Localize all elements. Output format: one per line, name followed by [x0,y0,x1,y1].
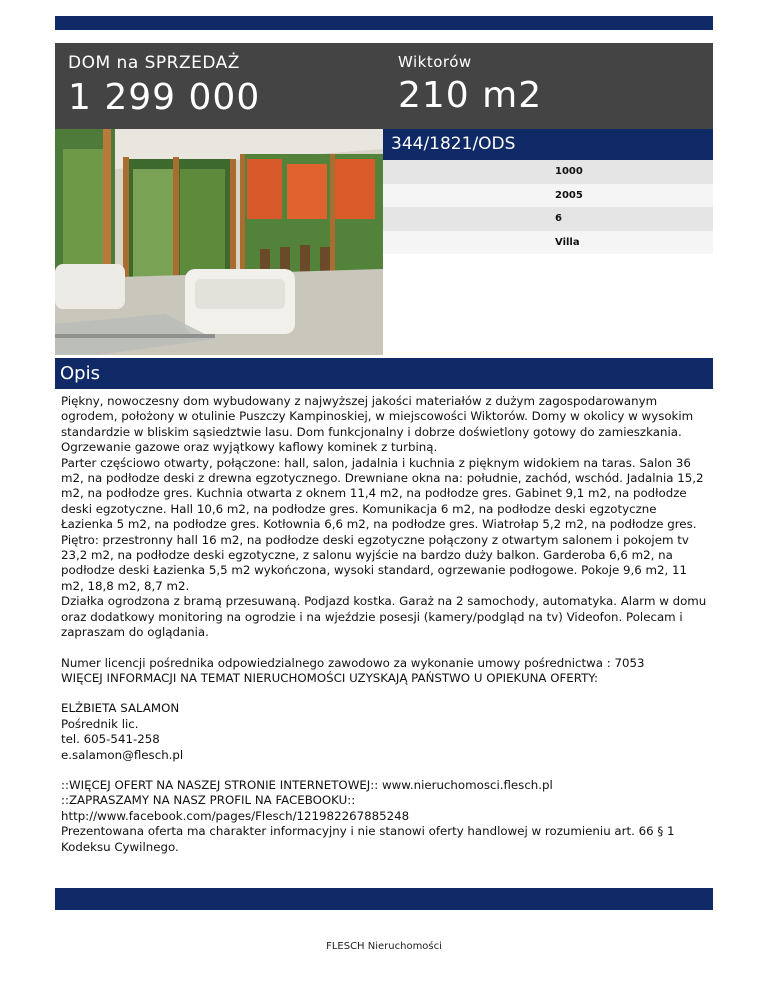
param-row: 2005 [383,184,713,208]
param-row: 1000 [383,160,713,184]
facebook-url: http://www.facebook.com/pages/Flesch/121982267885248 [61,808,410,823]
param-row: Villa [383,231,713,255]
params-table [383,160,713,254]
description-header [55,358,713,389]
price: 1 299 000 [68,77,261,118]
license-line: Numer licencji pośrednika odpowiedzialnego zawodowo za wykonanie umowy pośrednictwa : 7053 [61,655,645,670]
footer-brand: FLESCH Nieruchomości [326,941,442,952]
description-paragraph: Piętro: przestronny hall 16 m2, na podłodze deski egzotyczne połączony z otwartym salonem i pokojem tv 23,2 m2, na podłodze deski egzotyczne, z salonu wyjście na bardzo duży balkon. Garderoba 6,6 m2, na podłodze deski Łazienka 5,5 m2 wykończona, wysoki standard, ogrzewanie podłogowe. Pokoje 9,6 m2, 11 m2, 18,8 m2, 8,7 m2. [61,532,689,593]
description-paragraph: Piękny, nowoczesny dom wybudowany z najwyższej jakości materiałów z dużym zagospodarowanym ogrodem, położony w otulinie Puszczy Kampinoskiej, w miejscowości Wiktorów. Domy w okolicy w wysokim standardzie w bliskim sąsiedztwie lasu. Dom funkcjonalny i dobrze doświetlony gotowy do zamieszkania. Ogrzewanie gazowe oraz wyjątkowy kaflowy kominek z turbiną. [61,394,694,455]
offer-type: DOM na SPRZEDAŻ [68,53,240,73]
agent-name: ELŻBIETA SALAMON [61,701,180,716]
property-photo [55,129,383,355]
header-right [398,53,542,116]
section-title: Opis [60,363,100,384]
offer-reference [383,129,713,160]
website-line: ::WIĘCEJ OFERT NA NASZEJ STRONIE INTERNETOWEJ:: www.nieruchomosci.flesch.pl [61,777,553,792]
bottom-decor-bar [55,888,713,910]
reference-number: 344/1821/ODS [391,134,516,154]
description-paragraph: Parter częściowo otwarty, połączone: hall, salon, jadalnia i kuchnia z pięknym widokiem na taras. Salon 36 m2, na podłodze deski z drewna egzotycznego. Drewniane okna na: południe, zachód, wschód. Jadalnia 15,2 m2, na podłodze gres. Kuchnia otwarta z oknem 11,4 m2, na podłodze gres. Gabinet 9,1 m2, na podłodze deski egzotyczne. Hall 10,6 m2, na podłodze gres. Komunikacja 6 m2, na podłodze deski egzotyczne Łazienka 5 m2, na podłodze gres. Kotłownia 6,6 m2, na podłodze gres. Wiatrołap 5,2 m2, na podłodze gres. [61,455,704,532]
agent-phone: tel. 605-541-258 [61,732,160,747]
param-row: 6 [383,207,713,231]
facebook-line: ::ZAPRASZAMY NA NASZ PROFIL NA FACEBOOKU:: [61,793,356,808]
header-left [68,53,260,118]
offer-header [55,43,713,129]
top-decor-bar [55,16,713,30]
area: 210 m2 [398,75,543,116]
disclaimer: Prezentowana oferta ma charakter informacyjny i nie stanowi oferty handlowej w rozumieniu art. 66 § 1 Kodeksu Cywilnego. [61,824,675,854]
location: Wiktorów [398,53,472,71]
contact-info-line: WIĘCEJ INFORMACJI NA TEMAT NIERUCHOMOŚCI UZYSKAJĄ PAŃSTWO U OPIEKUNA OFERTY: [61,670,598,685]
agent-role: Pośrednik lic. [61,716,139,731]
description-paragraph: Działka ogrodzona z bramą przesuwaną. Podjazd kostka. Garaż na 2 samochody, automatyka. Alarm w domu oraz dodatkowy monitoring na ogrodzie i na wjeździe posesji (kamery/podgląd na tv) Videofon. Polecam i zapraszam do oglądania. [61,594,707,640]
agent-email: e.salamon@flesch.pl [61,747,184,762]
description-body [61,394,711,855]
